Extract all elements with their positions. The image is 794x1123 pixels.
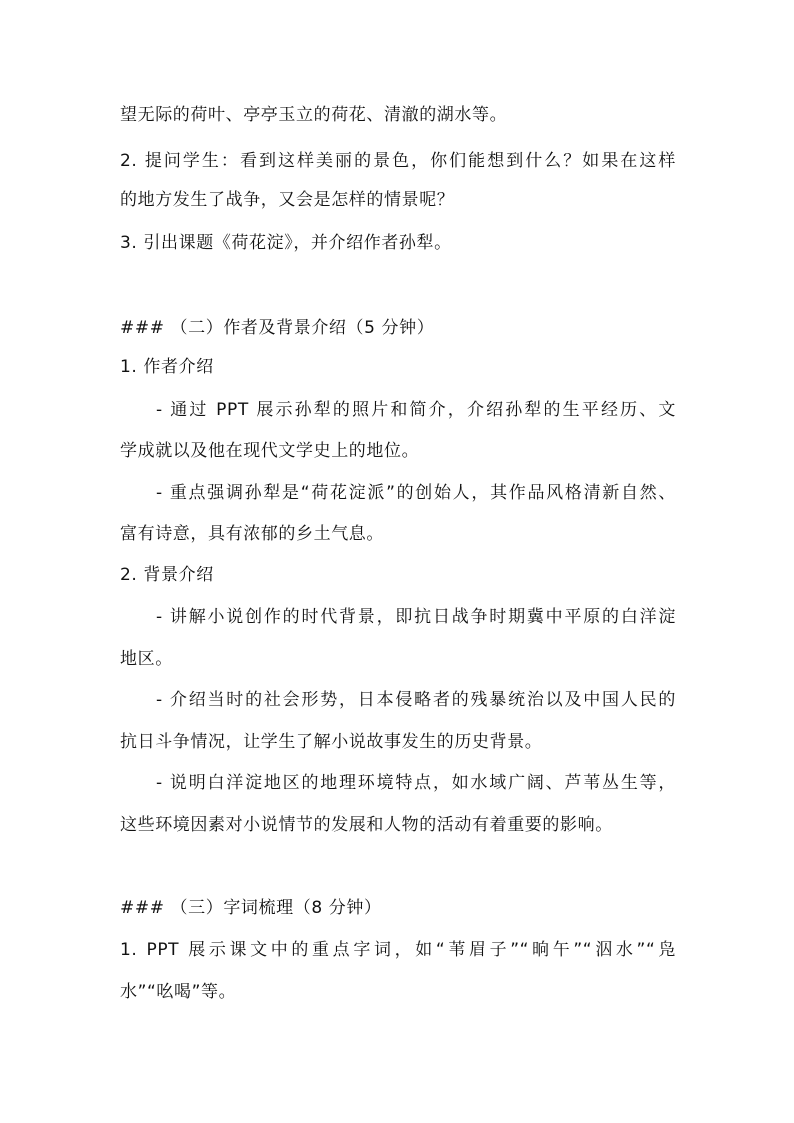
bullet-5-line-1: - 说明白洋淀地区的地理环境特点，如水域广阔、芦苇丛生等， xyxy=(156,773,676,793)
bullet-4-line-2: 抗日斗争情况，让学生了解小说故事发生的历史背景。 xyxy=(120,732,543,752)
bullet-1-line-2: 学成就以及他在现代文学史上的地位。 xyxy=(120,441,420,461)
section-3-heading: ### （三）字词梳理（8 分钟） xyxy=(120,898,382,918)
bullet-4-line-1: - 介绍当时的社会形势，日本侵略者的残暴统治以及中国人民的 xyxy=(156,690,676,710)
bullet-2-line-1: - 重点强调孙犁是“荷花淀派”的创始人，其作品风格清新自然、 xyxy=(156,483,676,503)
section-2-heading: ### （二）作者及背景介绍（5 分钟） xyxy=(120,318,435,338)
bullet-3-line-1: - 讲解小说创作的时代背景，即抗日战争时期冀中平原的白洋淀 xyxy=(156,607,676,627)
bullet-3-line-2: 地区。 xyxy=(120,649,173,669)
section-3-item-1-line-2: 水”“吆喝”等。 xyxy=(120,982,237,1002)
intro-line-1: 望无际的荷叶、亭亭玉立的荷花、清澈的湖水等。 xyxy=(120,105,508,125)
section-2-item-1-title: 1. 作者介绍 xyxy=(120,357,214,377)
section-3-item-1-line-1: 1. PPT 展示课文中的重点字词，如“苇眉子”“晌午”“泅水”“凫 xyxy=(120,940,676,960)
intro-item-2-line-2: 的地方发生了战争，又会是怎样的情景呢？ xyxy=(120,190,455,210)
bullet-2-line-2: 富有诗意，具有浓郁的乡土气息。 xyxy=(120,524,384,544)
section-2-item-2-title: 2. 背景介绍 xyxy=(120,565,214,585)
bullet-5-line-2: 这些环境因素对小说情节的发展和人物的活动有着重要的影响。 xyxy=(120,815,613,835)
intro-item-2-line-1: 2. 提问学生：看到这样美丽的景色，你们能想到什么？如果在这样 xyxy=(120,151,676,171)
bullet-1-line-1: - 通过 PPT 展示孙犁的照片和简介，介绍孙犁的生平经历、文 xyxy=(156,400,676,420)
intro-item-3: 3. 引出课题《荷花淀》，并介绍作者孙犁。 xyxy=(120,233,452,253)
